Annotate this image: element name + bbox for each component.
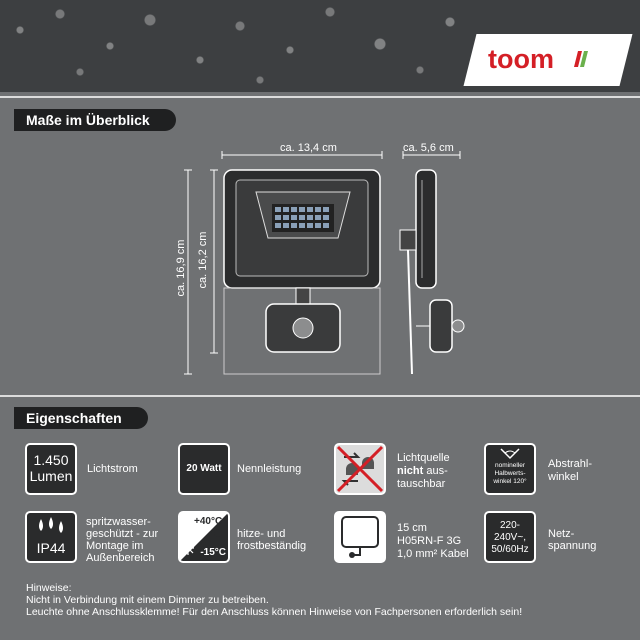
voltage-icon-line2: 240V~,	[494, 532, 526, 543]
temp-label-line1: hitze- und	[237, 528, 286, 540]
lumen-label: Lichtstrom	[87, 463, 138, 475]
brand-logo: toom	[488, 44, 554, 74]
divider	[0, 96, 640, 98]
beam-icon-line2: Halbwerts-	[494, 470, 526, 477]
beam-label-line1: Abstrahl-	[548, 458, 593, 470]
voltage-icon-line3: 50/60Hz	[491, 544, 529, 555]
beam-icon-line3: winkel 120°	[493, 478, 527, 485]
voltage-label-line2: spannung	[548, 540, 597, 552]
voltage-icon	[484, 511, 536, 563]
ip-label-line2: geschützt - zur	[86, 528, 159, 540]
voltage-icon-line1: 220-	[499, 520, 520, 531]
cable-label-line3: 1,0 mm² Kabel	[397, 548, 469, 560]
housing-height-label: ca. 16,2 cm	[197, 231, 209, 289]
logo-house-icon	[572, 51, 590, 67]
cable-icon	[334, 511, 386, 563]
note-line1: Nicht in Verbindung mit einem Dimmer zu betreiben.	[26, 594, 269, 606]
watt-icon	[178, 443, 230, 495]
light-source-not-replaceable-icon	[334, 443, 386, 495]
cable-label-line2: H05RN-F 3G	[397, 535, 462, 547]
total-height-label: ca. 16,9 cm	[175, 239, 187, 297]
divider	[0, 395, 640, 397]
front-width-label: ca. 13,4 cm	[280, 142, 337, 154]
watt-label: Nennleistung	[237, 463, 302, 475]
note-line2: Leuchte ohne Anschlussklemme! Für den Anschluss können Hinweise von Fachpersonen erforderlich sein!	[26, 606, 523, 618]
light-source-label-line3: tauschbar	[397, 478, 446, 490]
beam-label-line2: winkel	[548, 471, 579, 483]
temperature-icon	[178, 511, 230, 563]
light-source-label-line1: Lichtquelle	[397, 452, 450, 464]
ip44-icon	[25, 511, 77, 563]
temp-low: -15°C	[200, 547, 226, 558]
depth-label: ca. 5,6 cm	[403, 142, 454, 154]
temp-high: +40°C	[194, 516, 223, 527]
watt-value: 20 Watt	[186, 463, 222, 474]
temp-label-line2: frostbeständig	[237, 540, 307, 552]
ip-label-line1: spritzwasser-	[86, 516, 151, 528]
notes-heading: Hinweise:	[26, 582, 72, 594]
dimensions-section-title: Maße im Überblick	[14, 109, 176, 131]
ip-value: IP44	[36, 540, 66, 556]
lumen-icon	[25, 443, 77, 495]
cable-label-line1: 15 cm	[397, 522, 427, 534]
beam-icon-line1: nomineller	[495, 462, 525, 469]
beam-angle-icon	[484, 443, 536, 495]
lumen-unit: Lumen	[29, 468, 73, 484]
ip-label-line3: Montage im	[86, 540, 144, 552]
ip-label-line4: Außenbereich	[86, 552, 155, 564]
light-source-label-line2: nicht aus-	[397, 465, 448, 477]
voltage-label-line1: Netz-	[548, 528, 575, 540]
properties-section-title: Eigenschaften	[14, 407, 148, 429]
lumen-value: 1.450	[33, 452, 69, 468]
